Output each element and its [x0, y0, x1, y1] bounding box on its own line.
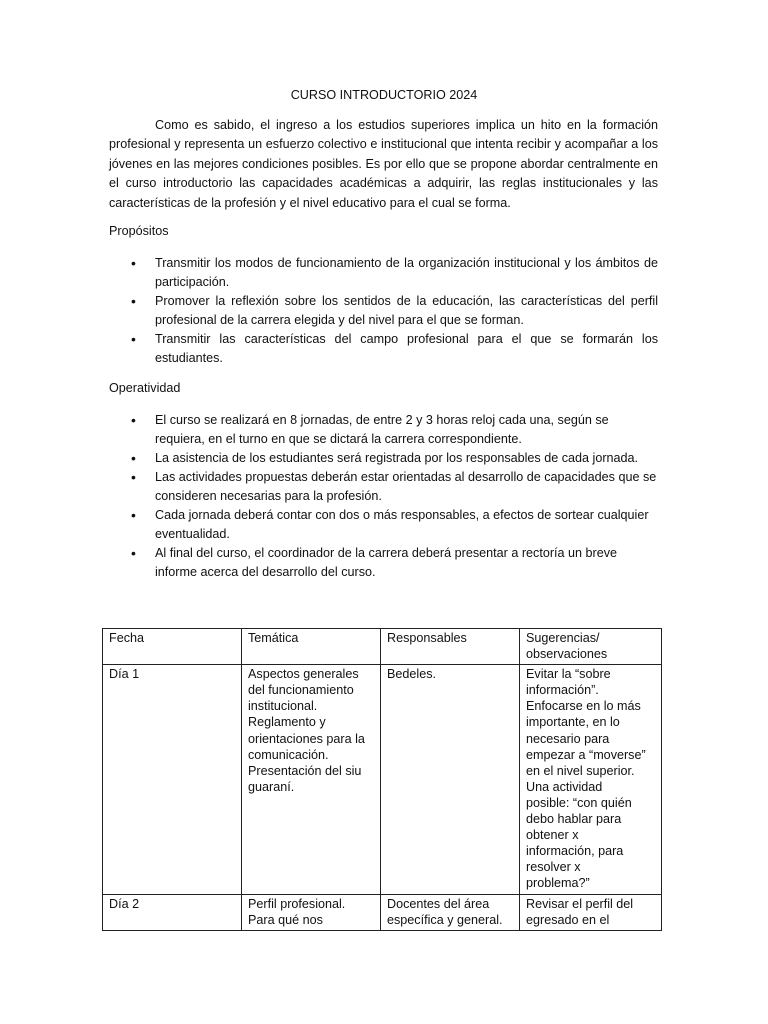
propositos-heading: Propósitos — [109, 224, 169, 238]
list-item — [131, 254, 658, 292]
document-title: CURSO INTRODUCTORIO 2024 — [290, 88, 478, 102]
header-sugerencias: Sugerencias/ observaciones — [520, 629, 662, 665]
list-item-text: Promover la reflexión sobre los sentidos de la educación, las características del perfil profesional de la carrera elegida y del nivel para el que se forman. — [155, 294, 658, 327]
list-item-text: Transmitir los modos de funcionamiento de la organización institucional y los ámbitos de participación. — [155, 256, 658, 289]
cell-fecha: Día 2 — [103, 894, 242, 930]
table-row — [103, 665, 662, 894]
schedule-table — [102, 628, 662, 931]
bullet-icon: • — [131, 507, 136, 523]
operatividad-heading: Operatividad — [109, 381, 181, 395]
list-item-text: Las actividades propuestas deberán estar orientadas al desarrollo de capacidades que se consideren necesarias para la profesión. — [155, 470, 657, 503]
list-item-text: Cada jornada deberá contar con dos o más responsables, a efectos de sortear cualquier eventualidad. — [155, 508, 649, 541]
cell-tematica: Aspectos generales del funcionamiento institucional. Reglamento y orientaciones para la comunicación. Presentación del siu guaraní. — [242, 665, 381, 894]
bullet-icon: • — [131, 412, 136, 428]
header-fecha: Fecha — [103, 629, 242, 665]
cell-sugerencias: Revisar el perfil del egresado en el — [520, 894, 662, 930]
bullet-icon: • — [131, 331, 136, 347]
bullet-icon: • — [131, 450, 136, 466]
bullet-icon: • — [131, 293, 136, 309]
list-item — [131, 449, 658, 468]
cell-sugerencias: Evitar la “sobre información”. Enfocarse en lo más importante, en lo necesario para empezar a “moverse” en el nivel superior. Una actividad posible: “con quién debo hablar para obtener x información, para resolver x problema?” — [520, 665, 662, 894]
header-tematica: Temática — [242, 629, 381, 665]
cell-tematica: Perfil profesional. Para qué nos — [242, 894, 381, 930]
table-row — [103, 894, 662, 930]
propositos-list — [131, 254, 658, 368]
list-item — [131, 292, 658, 330]
list-item-text: Transmitir las características del campo profesional para el que se formarán los estudiantes. — [155, 332, 658, 365]
bullet-icon: • — [131, 255, 136, 271]
list-item-text: Al final del curso, el coordinador de la carrera deberá presentar a rectoría un breve informe acerca del desarrollo del curso. — [155, 546, 618, 579]
table-header-row — [103, 629, 662, 665]
operatividad-list — [131, 411, 658, 582]
cell-fecha: Día 1 — [103, 665, 242, 894]
header-responsables: Responsables — [381, 629, 520, 665]
list-item-text: La asistencia de los estudiantes será registrada por los responsables de cada jornada. — [155, 451, 639, 465]
list-item — [131, 468, 658, 506]
list-item — [131, 506, 658, 544]
list-item — [131, 544, 658, 582]
list-item — [131, 411, 658, 449]
cell-responsables: Docentes del área específica y general. — [381, 894, 520, 930]
cell-responsables: Bedeles. — [381, 665, 520, 894]
intro-paragraph: Como es sabido, el ingreso a los estudios superiores implica un hito en la formación profesional y representa un esfuerzo colectivo e institucional que intenta recibir y acompañar a los jóvenes en las mejores condiciones posibles. Es por ello que se propone abordar centralmente en el curso introductorio las capacidades académicas a adquirir, las reglas institucionales y las características de la profesión y el nivel educativo para el cual se forma. — [109, 118, 658, 210]
bullet-icon: • — [131, 469, 136, 485]
list-item-text: El curso se realizará en 8 jornadas, de entre 2 y 3 horas reloj cada una, según se requiera, en el turno en que se dictará la carrera correspondiente. — [155, 413, 609, 446]
list-item — [131, 330, 658, 368]
bullet-icon: • — [131, 545, 136, 561]
